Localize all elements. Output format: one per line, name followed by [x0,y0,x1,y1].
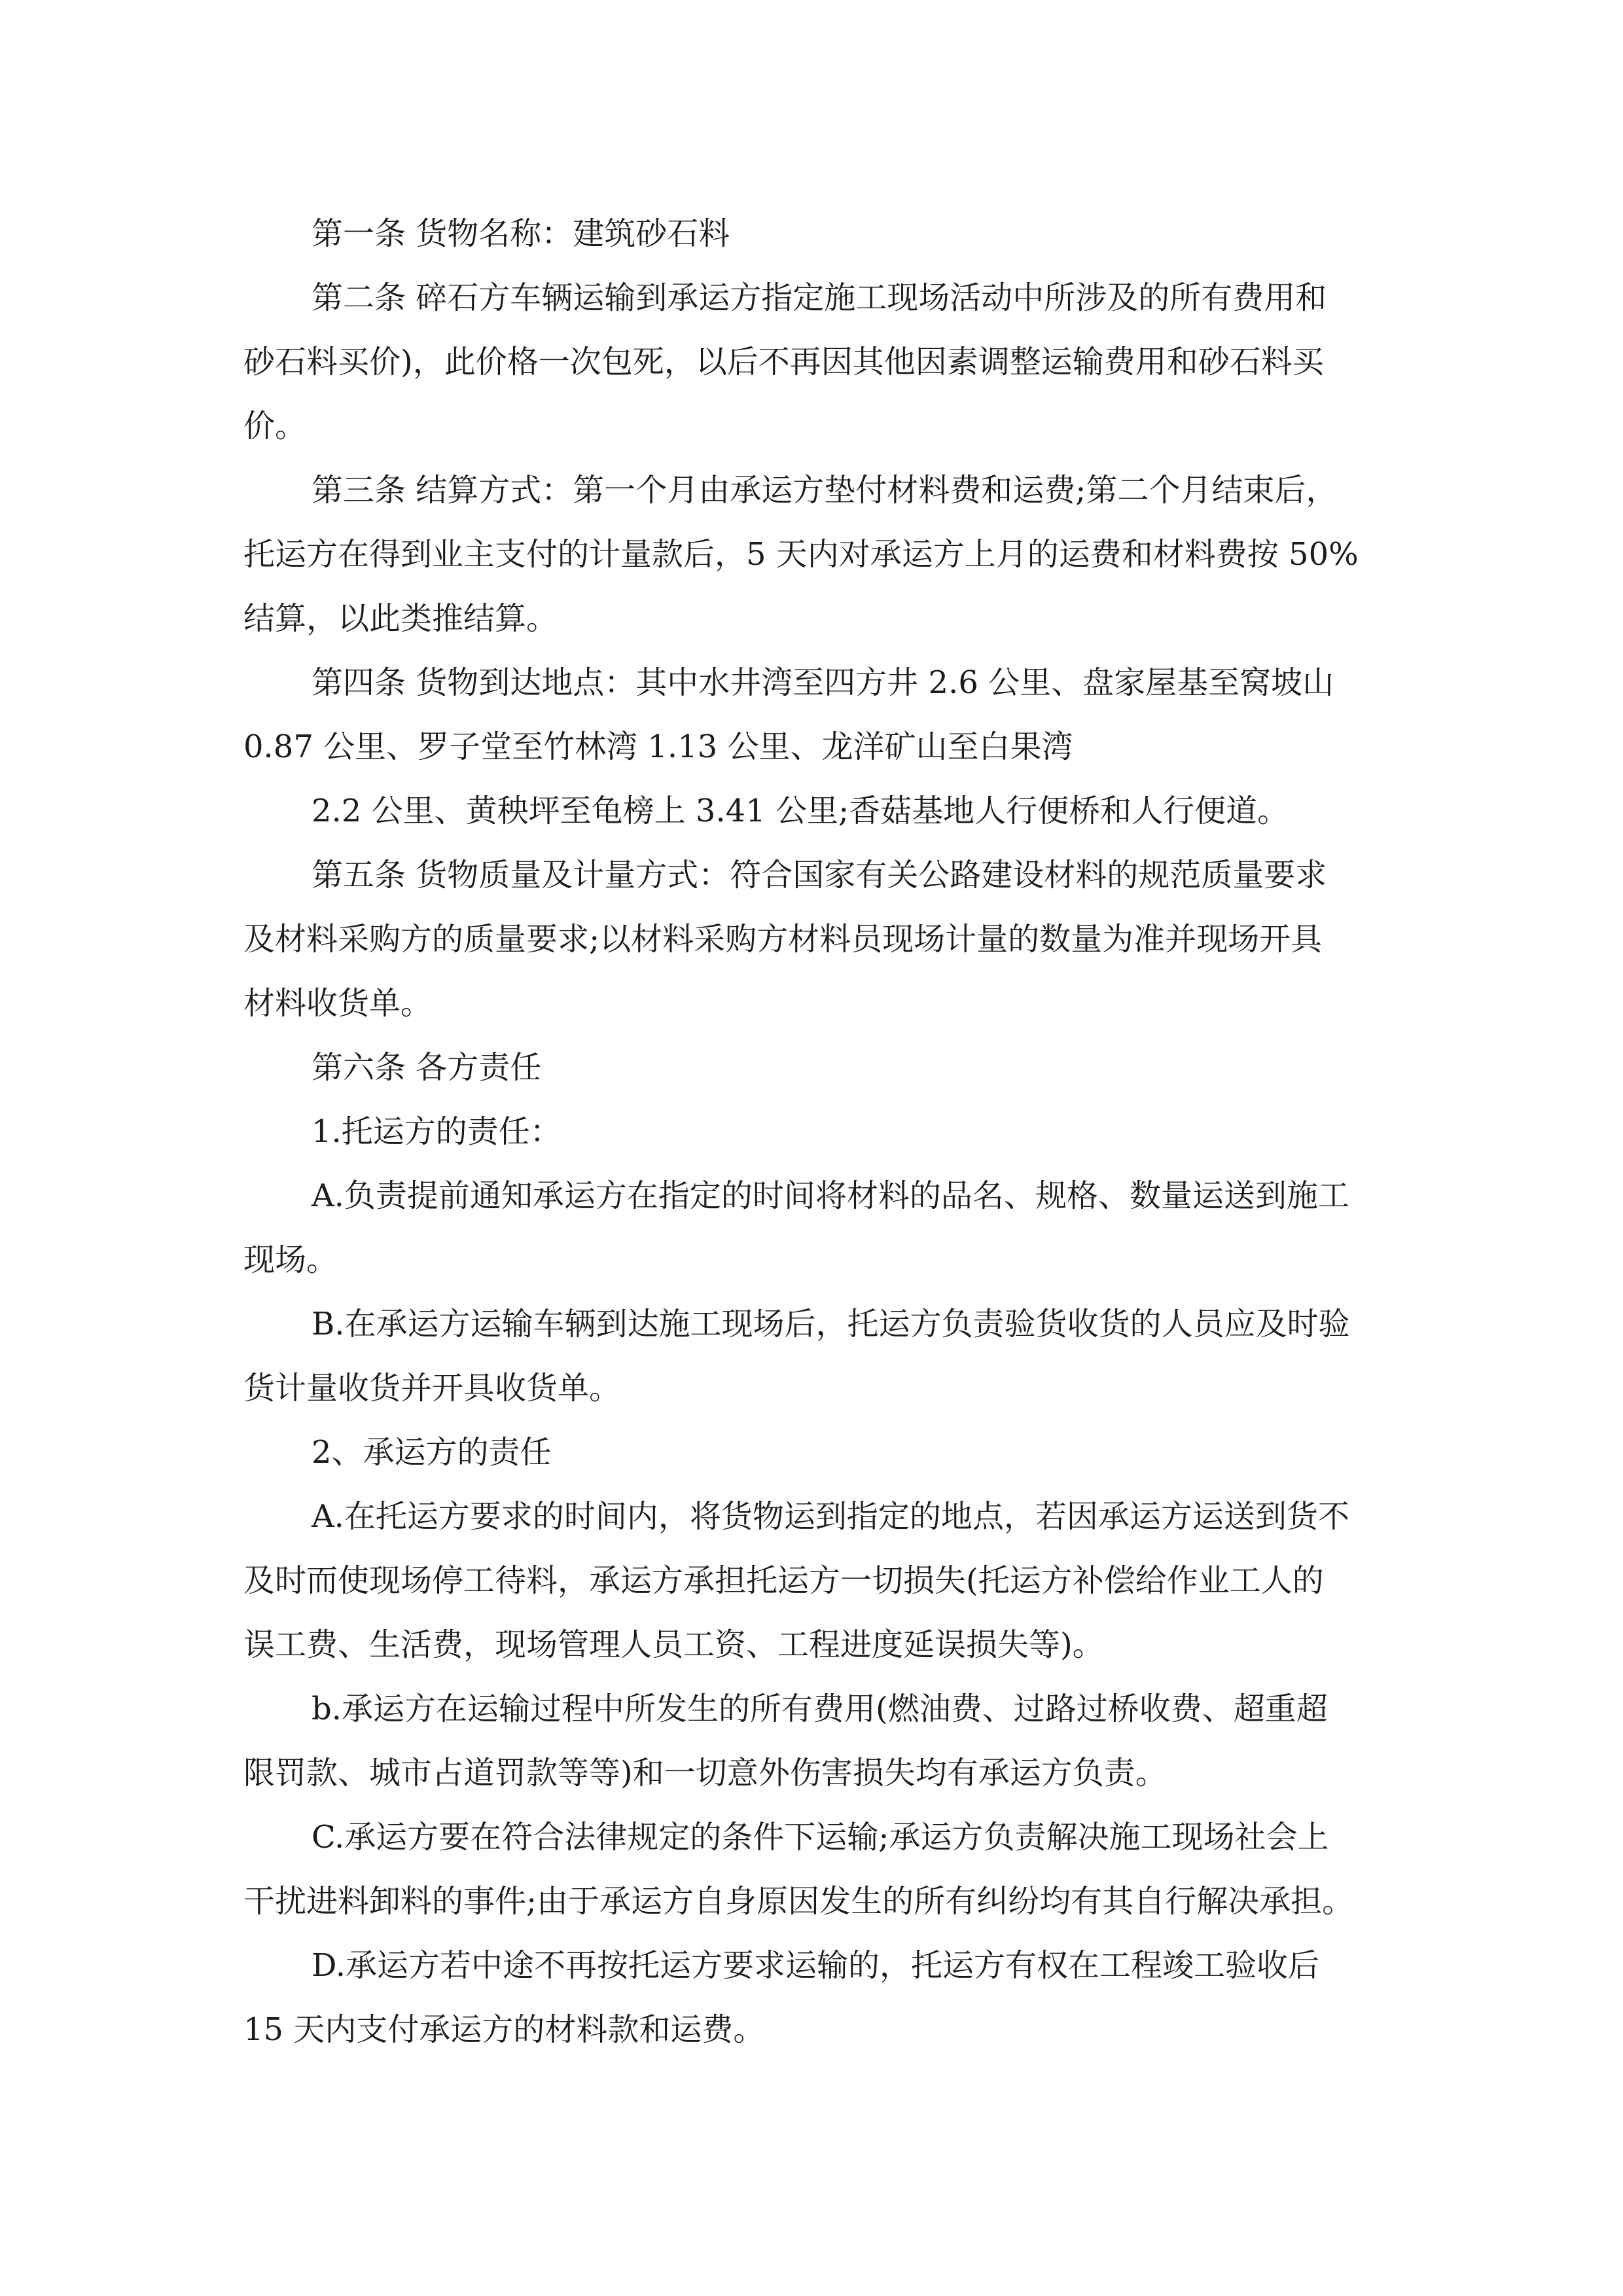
text-line: C.承运方要在符合法律规定的条件下运输;承运方负责解决施工现场社会上 [312,1819,1329,1856]
text-line: 第二条 碎石方车辆运输到承运方指定施工现场活动中所涉及的所有费用和 [312,279,1327,316]
text-line: 托运方在得到业主支付的计量款后，5 天内对承运方上月的运费和材料费按 50% [243,536,1359,573]
text-line: D.承运方若中途不再按托运方要求运输的，托运方有权在工程竣工验收后 [312,1947,1320,1984]
text-line: 0.87 公里、罗子堂至竹林湾 1.13 公里、龙洋矿山至白果湾 [243,728,1073,765]
text-line: 砂石料买价)，此价格一次包死，以后不再因其他因素调整运输费用和砂石料买 [243,344,1324,380]
text-line: 第四条 货物到达地点：其中水井湾至四方井 2.6 公里、盘家屋基至窝坡山 [312,664,1334,701]
text-line: 现场。 [243,1242,338,1278]
text-line: 限罚款、城市占道罚款等等)和一切意外伤害损失均有承运方负责。 [243,1755,1167,1791]
text-line: 材料收货单。 [243,985,433,1022]
text-line: 1.托运方的责任： [312,1113,562,1150]
text-line: b.承运方在运输过程中所发生的所有费用(燃油费、过路过桥收费、超重超 [312,1691,1328,1727]
text-line: B.在承运方运输车辆到达施工现场后，托运方负责验货收货的人员应及时验 [312,1306,1350,1342]
text-line: 及时而使现场停工待料，承运方承担托运方一切损失(托运方补偿给作业工人的 [243,1562,1324,1599]
text-line: 误工费、生活费，现场管理人员工资、工程进度延误损失等)。 [243,1626,1104,1663]
text-line: 结算，以此类推结算。 [243,600,558,637]
text-line: 第五条 货物质量及计量方式：符合国家有关公路建设材料的规范质量要求 [312,857,1327,893]
contract-body [243,202,1390,2062]
text-line: 货计量收货并开具收货单。 [243,1370,621,1407]
text-line: 2.2 公里、黄秧坪至龟榜上 3.41 公里;香菇基地人行便桥和人行便道。 [312,793,1289,829]
text-line: 第三条 结算方式：第一个月由承运方垫付材料费和运费;第二个月结束后， [312,472,1338,509]
text-line: A.负责提前通知承运方在指定的时间将材料的品名、规格、数量运送到施工 [312,1177,1349,1214]
text-line: 第一条 货物名称：建筑砂石料 [312,215,730,252]
text-line: 干扰进料卸料的事件;由于承运方自身原因发生的所有纠纷均有其自行解决承担。 [243,1883,1354,1920]
text-line: 及材料采购方的质量要求;以材料采购方材料员现场计量的数量为准并现场开具 [243,921,1323,958]
text-line: 2、承运方的责任 [312,1434,552,1471]
text-line: A.在托运方要求的时间内，将货物运到指定的地点，若因承运方运送到货不 [312,1498,1349,1535]
text-line: 价。 [243,408,307,444]
text-line: 15 天内支付承运方的材料款和运费。 [243,2011,765,2048]
text-line: 第六条 各方责任 [312,1049,542,1086]
